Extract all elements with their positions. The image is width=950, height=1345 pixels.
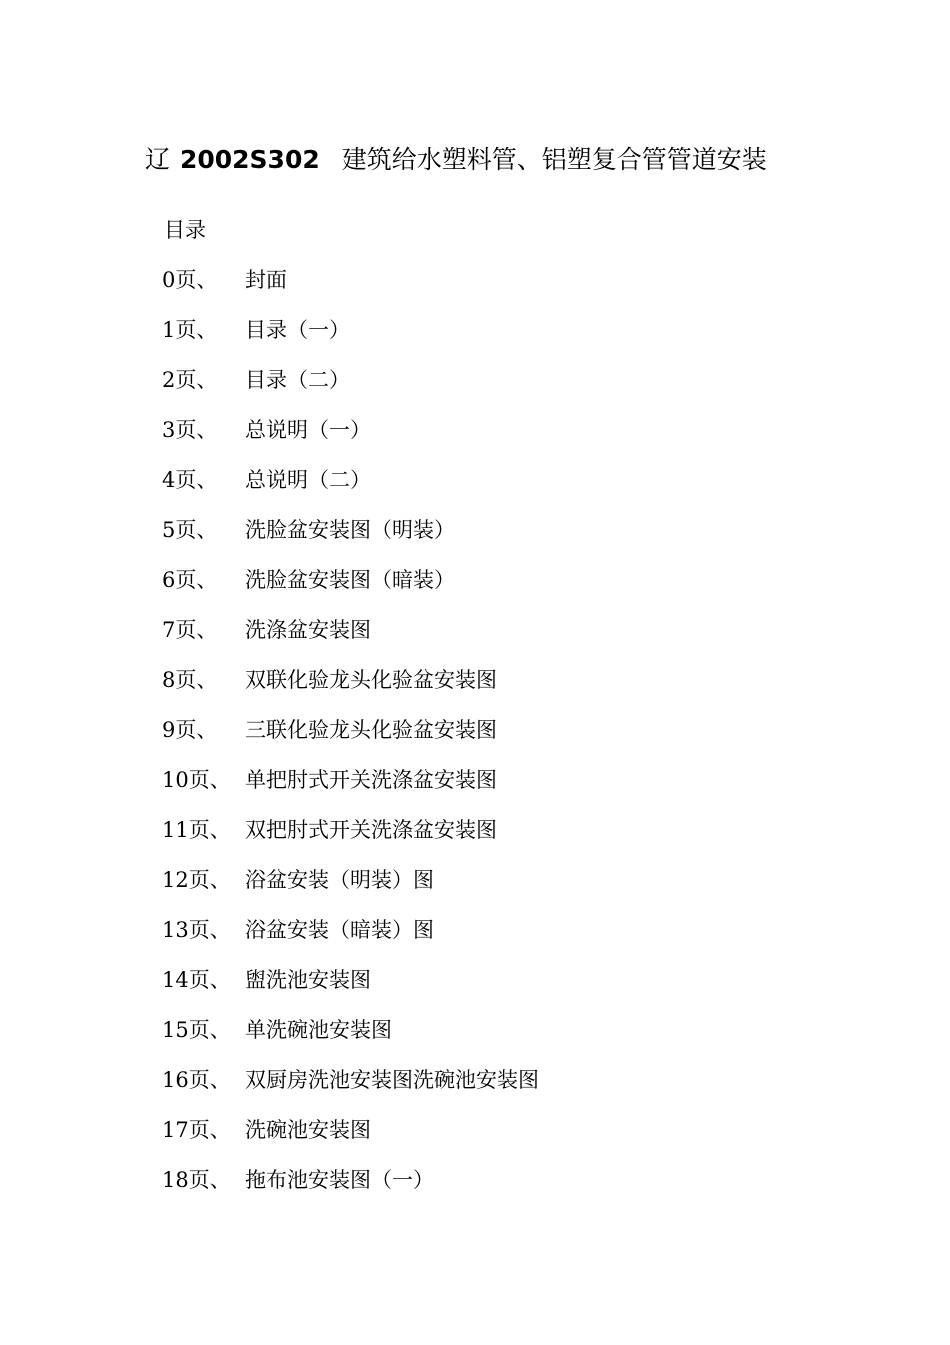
- toc-item: [162, 1164, 539, 1214]
- title-prefix: 辽: [145, 145, 171, 174]
- toc-entry-title: 封面: [245, 268, 287, 292]
- toc-item: [162, 864, 539, 914]
- toc-item: [162, 1014, 539, 1064]
- toc-item: [162, 914, 539, 964]
- toc-page-number: 17页、: [162, 1118, 231, 1142]
- toc-entry-title: 双联化验龙头化验盆安装图: [245, 668, 497, 692]
- toc-page-number: 1页、: [162, 318, 218, 342]
- toc-item: [162, 414, 539, 464]
- toc-item: [162, 464, 539, 514]
- toc-item: [162, 614, 539, 664]
- toc-item: [162, 1114, 539, 1164]
- toc-page-number: 7页、: [162, 618, 218, 642]
- toc-item: [162, 814, 539, 864]
- title-text: 建筑给水塑料管、铝塑复合管管道安装: [341, 145, 767, 174]
- toc-entry-title: 三联化验龙头化验盆安装图: [245, 718, 497, 742]
- toc-page-number: 15页、: [162, 1018, 231, 1042]
- toc-list: [162, 264, 539, 1214]
- toc-entry-title: 总说明（一）: [245, 418, 371, 442]
- toc-item: [162, 1064, 539, 1114]
- toc-item: [162, 564, 539, 614]
- toc-item: [162, 764, 539, 814]
- toc-page-number: 9页、: [162, 718, 218, 742]
- toc-page-number: 16页、: [162, 1068, 231, 1092]
- toc-item: [162, 964, 539, 1014]
- toc-page-number: 11页、: [162, 818, 231, 842]
- document-title: [145, 140, 767, 180]
- toc-entry-title: 双把肘式开关洗涤盆安装图: [245, 818, 497, 842]
- toc-item: [162, 714, 539, 764]
- toc-entry-title: 目录（一）: [245, 318, 350, 342]
- toc-page-number: 14页、: [162, 968, 231, 992]
- toc-entry-title: 拖布池安装图（一）: [245, 1168, 434, 1192]
- toc-page-number: 18页、: [162, 1168, 231, 1192]
- toc-entry-title: 单把肘式开关洗涤盆安装图: [245, 768, 497, 792]
- toc-page-number: 13页、: [162, 918, 231, 942]
- toc-entry-title: 洗涤盆安装图: [245, 618, 371, 642]
- toc-entry-title: 浴盆安装（暗装）图: [245, 918, 434, 942]
- toc-entry-title: 总说明（二）: [245, 468, 371, 492]
- toc-page-number: 5页、: [162, 518, 218, 542]
- title-code: 2002S302: [179, 145, 320, 174]
- toc-entry-title: 单洗碗池安装图: [245, 1018, 392, 1042]
- toc-entry-title: 双厨房洗池安装图洗碗池安装图: [245, 1068, 539, 1092]
- toc-page-number: 10页、: [162, 768, 231, 792]
- toc-item: [162, 364, 539, 414]
- toc-entry-title: 浴盆安装（明装）图: [245, 868, 434, 892]
- toc-page-number: 12页、: [162, 868, 231, 892]
- toc-entry-title: 目录（二）: [245, 368, 350, 392]
- toc-page-number: 6页、: [162, 568, 218, 592]
- toc-heading: 目录: [164, 218, 206, 242]
- toc-entry-title: 盥洗池安装图: [245, 968, 371, 992]
- toc-entry-title: 洗脸盆安装图（暗装）: [245, 568, 455, 592]
- toc-page-number: 3页、: [162, 418, 218, 442]
- toc-entry-title: 洗脸盆安装图（明装）: [245, 518, 455, 542]
- toc-item: [162, 514, 539, 564]
- toc-page-number: 8页、: [162, 668, 218, 692]
- toc-item: [162, 664, 539, 714]
- toc-page-number: 0页、: [162, 268, 218, 292]
- toc-item: [162, 314, 539, 364]
- toc-page-number: 2页、: [162, 368, 218, 392]
- toc-page-number: 4页、: [162, 468, 218, 492]
- toc-entry-title: 洗碗池安装图: [245, 1118, 371, 1142]
- toc-item: [162, 264, 539, 314]
